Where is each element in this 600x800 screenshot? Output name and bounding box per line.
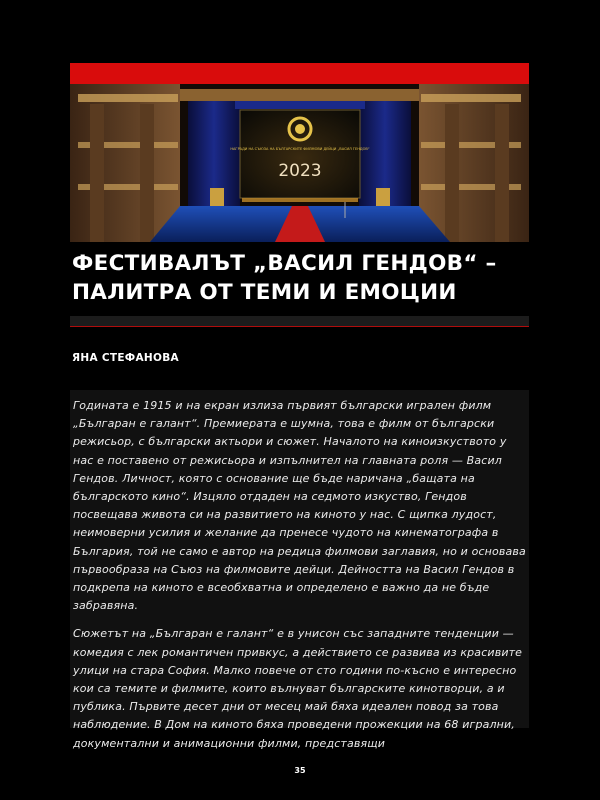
theater-stage-photo <box>70 84 529 242</box>
paragraph-2: Сюжетът на „Българан е галант“ е в унисон със западните тенденции — комедия с лек романтичен привкус, а действието се развива из красивите улици на стара София. Малко повече от сто години по-късно е интересно кои са темите и филмите, които вълнуват българските кинотворци, а и публика. Първите десет дни от месец май бяха идеален повод за това наблюдение. В Дом на киното бяха проведени прожекции на 68 игрални, документални и анимационни филми, представящи <box>73 627 523 750</box>
screen-caption: НАГРАДИ НА СЪЮЗА НА БЪЛГАРСКИТЕ ФИЛМОВИ ДЕЙЦИ „ВАСИЛ ГЕНДОВ“ <box>230 147 370 151</box>
divider-red-line <box>70 326 529 327</box>
headline-line-1: ФЕСТИВАЛЪТ „ВАСИЛ ГЕНДОВ“ – <box>72 251 497 276</box>
headline-line-2: ПАЛИТРА ОТ ТЕМИ И ЕМОЦИИ <box>72 280 457 305</box>
author-name: ЯНА СТЕФАНОВА <box>72 352 179 364</box>
screen-year: 2023 <box>278 161 322 181</box>
article-body <box>73 397 529 750</box>
page-number: 35 <box>294 766 306 775</box>
article-headline <box>72 249 527 307</box>
header-red-bar <box>70 63 529 84</box>
paragraph-1: Годината е 1915 и на екран излиза първият български игрален филм „Българан е галант“. Премиерата е шумна, това е филм от български режисьор, с български актьори и сюжет. Началото на киноизкуството у нас е поставено от режисьора и изпълнител на главната роля — Васил Гендов. Личност, която с основание ще бъде наричана „бащата на българското кино“. Изцяло отдаден на седмото изкуство, Гендов посвещава живота си на развитието на киното у нас. С щипка лудост, неимоверни усилия и желание да пренесе чудото на кинематографа в България, той не само е автор на редица филмови заглавия, но и основава първообраза на Съюз на филмовите дейци. Дейността на Васил Гендов в подкрепа на киното е всеобхватна и определено е важно да не бъде забравяна. <box>73 399 526 613</box>
divider-band <box>70 316 529 326</box>
